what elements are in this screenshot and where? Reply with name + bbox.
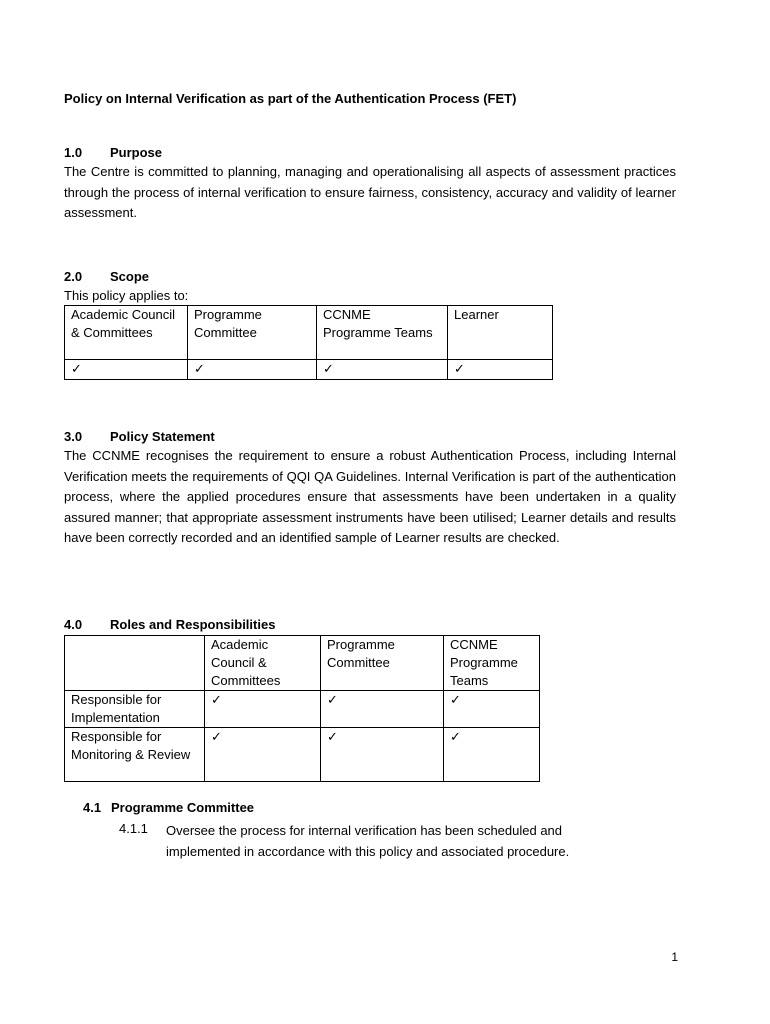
check-icon: ✓: [444, 691, 540, 728]
purpose-number: 1.0: [64, 145, 83, 160]
subsection-heading: [83, 800, 254, 815]
roles-header-cell: [65, 636, 205, 691]
scope-intro: This policy applies to:: [64, 288, 189, 303]
scope-header-cell: Programme Committee: [188, 306, 317, 360]
scope-check-row: [65, 360, 553, 380]
scope-header-cell: Learner: [448, 306, 553, 360]
list-item-text: Oversee the process for internal verification has been scheduled and implemented in accordance with this policy and associated procedure.: [166, 823, 570, 859]
check-icon: ✓: [205, 728, 321, 782]
roles-title: Roles and Responsibilities: [110, 617, 276, 632]
policy-title: Policy Statement: [110, 429, 215, 444]
check-icon: ✓: [65, 360, 188, 380]
check-icon: ✓: [205, 691, 321, 728]
purpose-title: Purpose: [110, 145, 163, 160]
purpose-text: The Centre is committed to planning, managing and operationalising all aspects of assessment practices through the process of internal verification to ensure fairness, consistency, accuracy and validity of learner assessment.: [64, 164, 676, 220]
scope-title: Scope: [110, 269, 150, 284]
policy-number: 3.0: [64, 429, 83, 444]
check-icon: ✓: [444, 728, 540, 782]
roles-heading: [64, 617, 275, 632]
roles-header-cell: Academic Council & Committees: [205, 636, 321, 691]
policy-text: The CCNME recognises the requirement to ensure a robust Authentication Process, including Internal Verification meets the requirements of QQI QA Guidelines. Internal Verification is part of the authentication process, where the applied procedures ensure that assessments have been undertaken in a quality assured manner; that appropriate assessment instruments have been utilised; Learner details and results have been correctly recorded and an identified sample of Learner results are checked.: [64, 448, 676, 545]
document-title: Policy on Internal Verification as part of the Authentication Process (FET): [64, 91, 517, 106]
check-icon: ✓: [317, 360, 448, 380]
list-item-number: 4.1.1: [119, 821, 148, 836]
page-number: 1: [671, 950, 678, 964]
scope-header-row: [65, 306, 553, 360]
roles-header-cell: Programme Committee: [321, 636, 444, 691]
roles-header-cell: CCNME Programme Teams: [444, 636, 540, 691]
subsection-title: Programme Committee: [111, 800, 255, 815]
subsection-number: 4.1: [83, 800, 102, 815]
roles-header-row: [65, 636, 540, 691]
check-icon: ✓: [188, 360, 317, 380]
scope-heading: [64, 269, 149, 284]
scope-header-cell: CCNME Programme Teams: [317, 306, 448, 360]
policy-heading: [64, 429, 215, 444]
roles-table: [64, 635, 540, 782]
roles-number: 4.0: [64, 617, 83, 632]
scope-header-cell: Academic Council & Committees: [65, 306, 188, 360]
row-label: Responsible for Implementation: [65, 691, 205, 728]
purpose-heading: [64, 145, 162, 160]
scope-table: [64, 305, 553, 380]
table-row: [65, 728, 540, 782]
check-icon: ✓: [321, 728, 444, 782]
row-label: Responsible for Monitoring & Review: [65, 728, 205, 782]
scope-number: 2.0: [64, 269, 83, 284]
check-icon: ✓: [448, 360, 553, 380]
check-icon: ✓: [321, 691, 444, 728]
table-row: [65, 691, 540, 728]
